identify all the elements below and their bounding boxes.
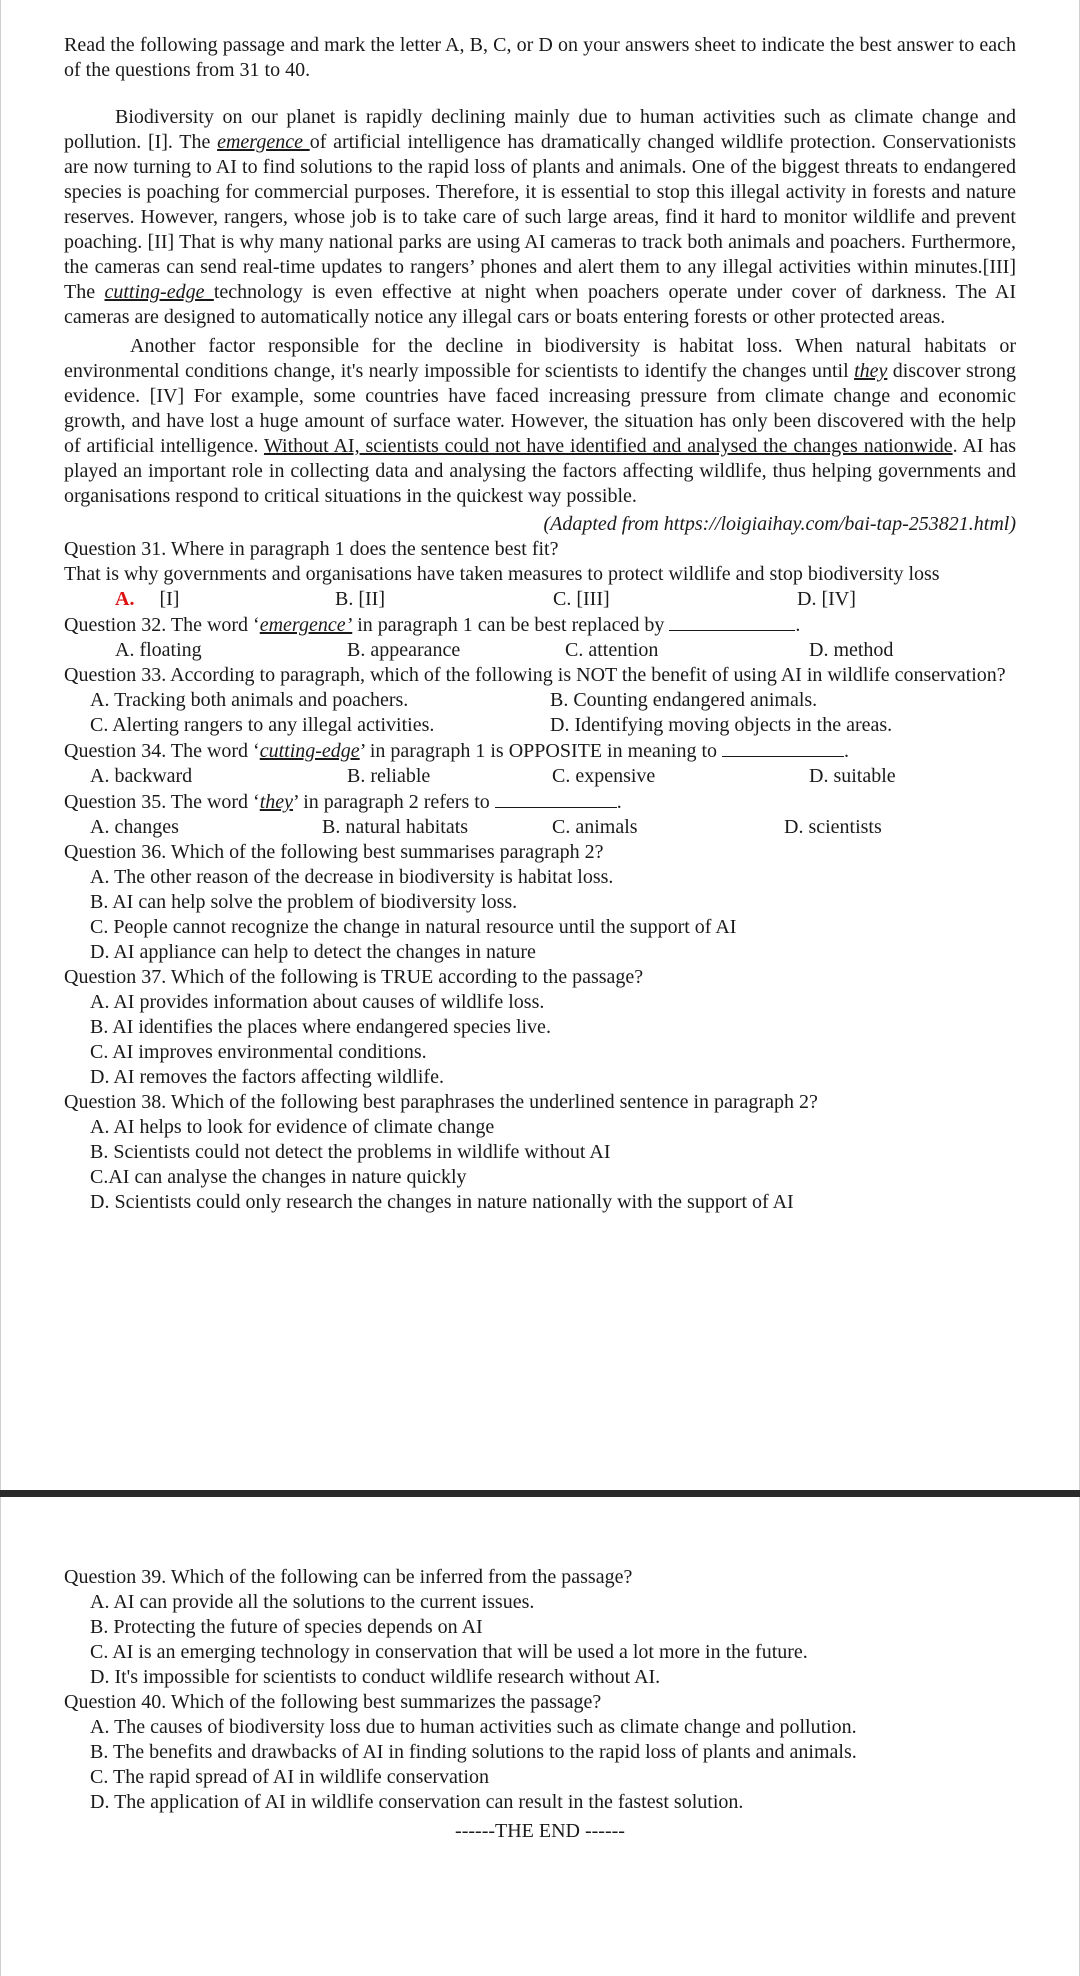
question-35-stem-pre: Question 35. The word ‘ [64, 791, 260, 813]
question-40-stem: Question 40. Which of the following best summarizes the passage? [64, 1691, 602, 1713]
question-33-options-row-1 [64, 688, 1016, 713]
question-34-word: cutting-edge [259, 740, 360, 762]
option-31-d[interactable]: D. [IV] [797, 588, 856, 610]
option-35-b[interactable]: B. natural habitats [322, 816, 469, 838]
question-39 [64, 1565, 1016, 1690]
option-33-b[interactable]: B. Counting endangered animals. [550, 689, 818, 711]
question-34-stem-pre: Question 34. The word ‘ [64, 740, 260, 762]
option-35-c[interactable]: C. animals [552, 816, 638, 838]
question-35-stem-post: ’ in paragraph 2 refers to [293, 791, 495, 813]
question-35 [64, 789, 1016, 840]
option-40-d[interactable]: D. The application of AI in wildlife conservation can result in the fastest solution. [90, 1791, 744, 1813]
instructions: Read the following passage and mark the letter A, B, C, or D on your answers sheet to indicate the best answer to each of the questions from 31 to 40. [64, 34, 1016, 81]
option-39-d[interactable]: D. It's impossible for scientists to conduct wildlife research without AI. [90, 1666, 661, 1688]
passage-paragraph-1 [64, 105, 1016, 330]
option-33-c[interactable]: C. Alerting rangers to any illegal activities. [90, 714, 435, 736]
question-32-stem-end: . [795, 614, 801, 636]
option-37-d[interactable]: D. AI removes the factors affecting wildlife. [90, 1066, 444, 1088]
question-32 [64, 612, 1016, 663]
question-34 [64, 738, 1016, 789]
the-end-marker: ------THE END ------ [455, 1820, 625, 1842]
para2-underlined-they: they [854, 360, 888, 382]
para2-text-b: discover strong evidence. [IV] For example, some countries have faced increasing pressure from climate change and economic growth, and have lost a huge amount of surface water. However, the situation has only been discovered with the help of artificial intelligence. [64, 360, 1016, 457]
question-36 [64, 840, 1016, 965]
option-34-b[interactable]: B. reliable [347, 765, 431, 787]
para2-text-a: Another factor responsible for the decline in biodiversity is habitat loss. When natural habitats or environmental conditions change, it's nearly impossible for scientists to identify the changes until [64, 335, 1016, 382]
answer-blank [495, 789, 617, 808]
option-38-b[interactable]: B. Scientists could not detect the problems in wildlife without AI [90, 1141, 611, 1163]
option-31-b[interactable]: B. [II] [335, 588, 385, 610]
question-37-stem: Question 37. Which of the following is TRUE according to the passage? [64, 966, 644, 988]
option-32-c[interactable]: C. attention [565, 639, 659, 661]
option-33-a[interactable]: A. Tracking both animals and poachers. [90, 689, 409, 711]
para2-text-c: . AI has played an important role in collecting data and analysing the factors affecting wildlife, thus helping governments and organisations respond to critical situations in the quickest way possible. [64, 435, 1016, 507]
para1-text-b: of artificial intelligence has dramatically changed wildlife protection. Conservationists are now turning to AI to find solutions to the rapid loss of plants and animals. One of the biggest threats to endangered species is poaching for commercial purposes. Therefore, it is essential to stop this illegal activity in forests and nature reserves. However, rangers, whose job is to take care of such large areas, find it hard to monitor wildlife and prevent poaching. [II] That is why many national parks are using AI cameras to track both animals and poachers. Furthermore, the cameras can send real-time updates to rangers’ phones and alert them to any illegal activities within minutes.[III] The [64, 131, 1016, 303]
option-36-c[interactable]: C. People cannot recognize the change in natural resource until the support of AI [90, 916, 737, 938]
question-31-options [64, 587, 1016, 612]
question-39-stem: Question 39. Which of the following can be inferred from the passage? [64, 1566, 633, 1588]
para1-underlined-emergence: emergence [217, 131, 310, 153]
option-37-a[interactable]: A. AI provides information about causes of wildlife loss. [90, 991, 545, 1013]
answer-blank [722, 738, 844, 757]
question-32-stem-post: in paragraph 1 can be best replaced by [352, 614, 670, 636]
para1-text-a: Biodiversity on our planet is rapidly declining mainly due to human activities such as climate change and pollution. [I]. The [64, 106, 1016, 153]
option-38-d[interactable]: D. Scientists could only research the changes in nature nationally with the support of AI [90, 1191, 794, 1213]
option-38-c[interactable]: C.AI can analyse the changes in nature quickly [90, 1166, 467, 1188]
option-34-d[interactable]: D. suitable [809, 765, 896, 787]
option-39-b[interactable]: B. Protecting the future of species depends on AI [90, 1616, 483, 1638]
question-37 [64, 965, 1016, 1090]
question-32-options [64, 638, 1016, 663]
option-36-b[interactable]: B. AI can help solve the problem of biodiversity loss. [90, 891, 518, 913]
option-40-c[interactable]: C. The rapid spread of AI in wildlife conservation [90, 1766, 489, 1788]
question-31-stem: Question 31. Where in paragraph 1 does the sentence best fit? [64, 538, 559, 560]
option-34-a[interactable]: A. backward [90, 765, 193, 787]
option-32-b[interactable]: B. appearance [347, 639, 461, 661]
question-33 [64, 663, 1016, 738]
option-35-a[interactable]: A. changes [90, 816, 179, 838]
option-40-b[interactable]: B. The benefits and drawbacks of AI in finding solutions to the rapid loss of plants and animals. [90, 1741, 857, 1763]
question-32-word: emergence’ [259, 614, 353, 636]
question-34-stem [64, 738, 1016, 764]
question-31 [64, 537, 1016, 612]
question-33-options-row-2 [64, 713, 1016, 738]
question-35-options [64, 815, 1016, 840]
question-35-word: they [259, 791, 294, 813]
option-31-a[interactable] [64, 587, 335, 612]
question-32-stem-pre: Question 32. The word ‘ [64, 614, 260, 636]
question-36-stem: Question 36. Which of the following best summarises paragraph 2? [64, 841, 604, 863]
option-31-c[interactable]: C. [III] [553, 588, 610, 610]
question-32-stem [64, 612, 1016, 638]
option-32-a[interactable]: A. floating [115, 639, 202, 661]
para1-underlined-cutting-edge: cutting-edge [104, 281, 214, 303]
passage-paragraph-2 [64, 334, 1016, 509]
option-31-a-letter: A. [115, 588, 135, 610]
page-separator [0, 1490, 1080, 1497]
option-37-b[interactable]: B. AI identifies the places where endangered species live. [90, 1016, 551, 1038]
para2-underlined-sentence: Without AI, scientists could not have identified and analysed the changes nationwide [263, 435, 953, 457]
question-35-stem [64, 789, 1016, 815]
option-36-d[interactable]: D. AI appliance can help to detect the changes in nature [90, 941, 536, 963]
question-31-sentence: That is why governments and organisations have taken measures to protect wildlife and stop biodiversity loss [64, 563, 940, 585]
page-1-content [64, 33, 1016, 1215]
option-39-a[interactable]: A. AI can provide all the solutions to the current issues. [90, 1591, 535, 1613]
option-31-a-text: [I] [159, 588, 180, 610]
source-citation: (Adapted from https://loigiaihay.com/bai-tap-253821.html) [543, 513, 1016, 535]
question-34-stem-post: ’ in paragraph 1 is OPPOSITE in meaning to [359, 740, 723, 762]
option-37-c[interactable]: C. AI improves environmental conditions. [90, 1041, 427, 1063]
option-39-c[interactable]: C. AI is an emerging technology in conservation that will be used a lot more in the future. [90, 1641, 808, 1663]
page-2-content [64, 1565, 1016, 1844]
option-38-a[interactable]: A. AI helps to look for evidence of climate change [90, 1116, 495, 1138]
option-32-d[interactable]: D. method [809, 639, 894, 661]
question-40 [64, 1690, 1016, 1815]
option-40-a[interactable]: A. The causes of biodiversity loss due to human activities such as climate change and pollution. [90, 1716, 857, 1738]
option-33-d[interactable]: D. Identifying moving objects in the areas. [550, 714, 893, 736]
para1-text-c: technology is even effective at night when poachers operate under cover of darkness. The AI cameras are designed to automatically notice any illegal cars or boats entering forests or other protected areas. [64, 281, 1017, 328]
option-35-d[interactable]: D. scientists [784, 816, 882, 838]
question-35-stem-end: . [616, 791, 622, 813]
question-38-stem: Question 38. Which of the following best paraphrases the underlined sentence in paragraph 2? [64, 1091, 818, 1113]
option-34-c[interactable]: C. expensive [552, 765, 656, 787]
question-34-stem-end: . [844, 740, 850, 762]
question-33-stem: Question 33. According to paragraph, which of the following is NOT the benefit of using AI in wildlife conservation? [64, 664, 1006, 686]
option-36-a[interactable]: A. The other reason of the decrease in biodiversity is habitat loss. [90, 866, 614, 888]
answer-blank [669, 612, 795, 631]
question-34-options [64, 764, 1016, 789]
question-38 [64, 1090, 1016, 1215]
